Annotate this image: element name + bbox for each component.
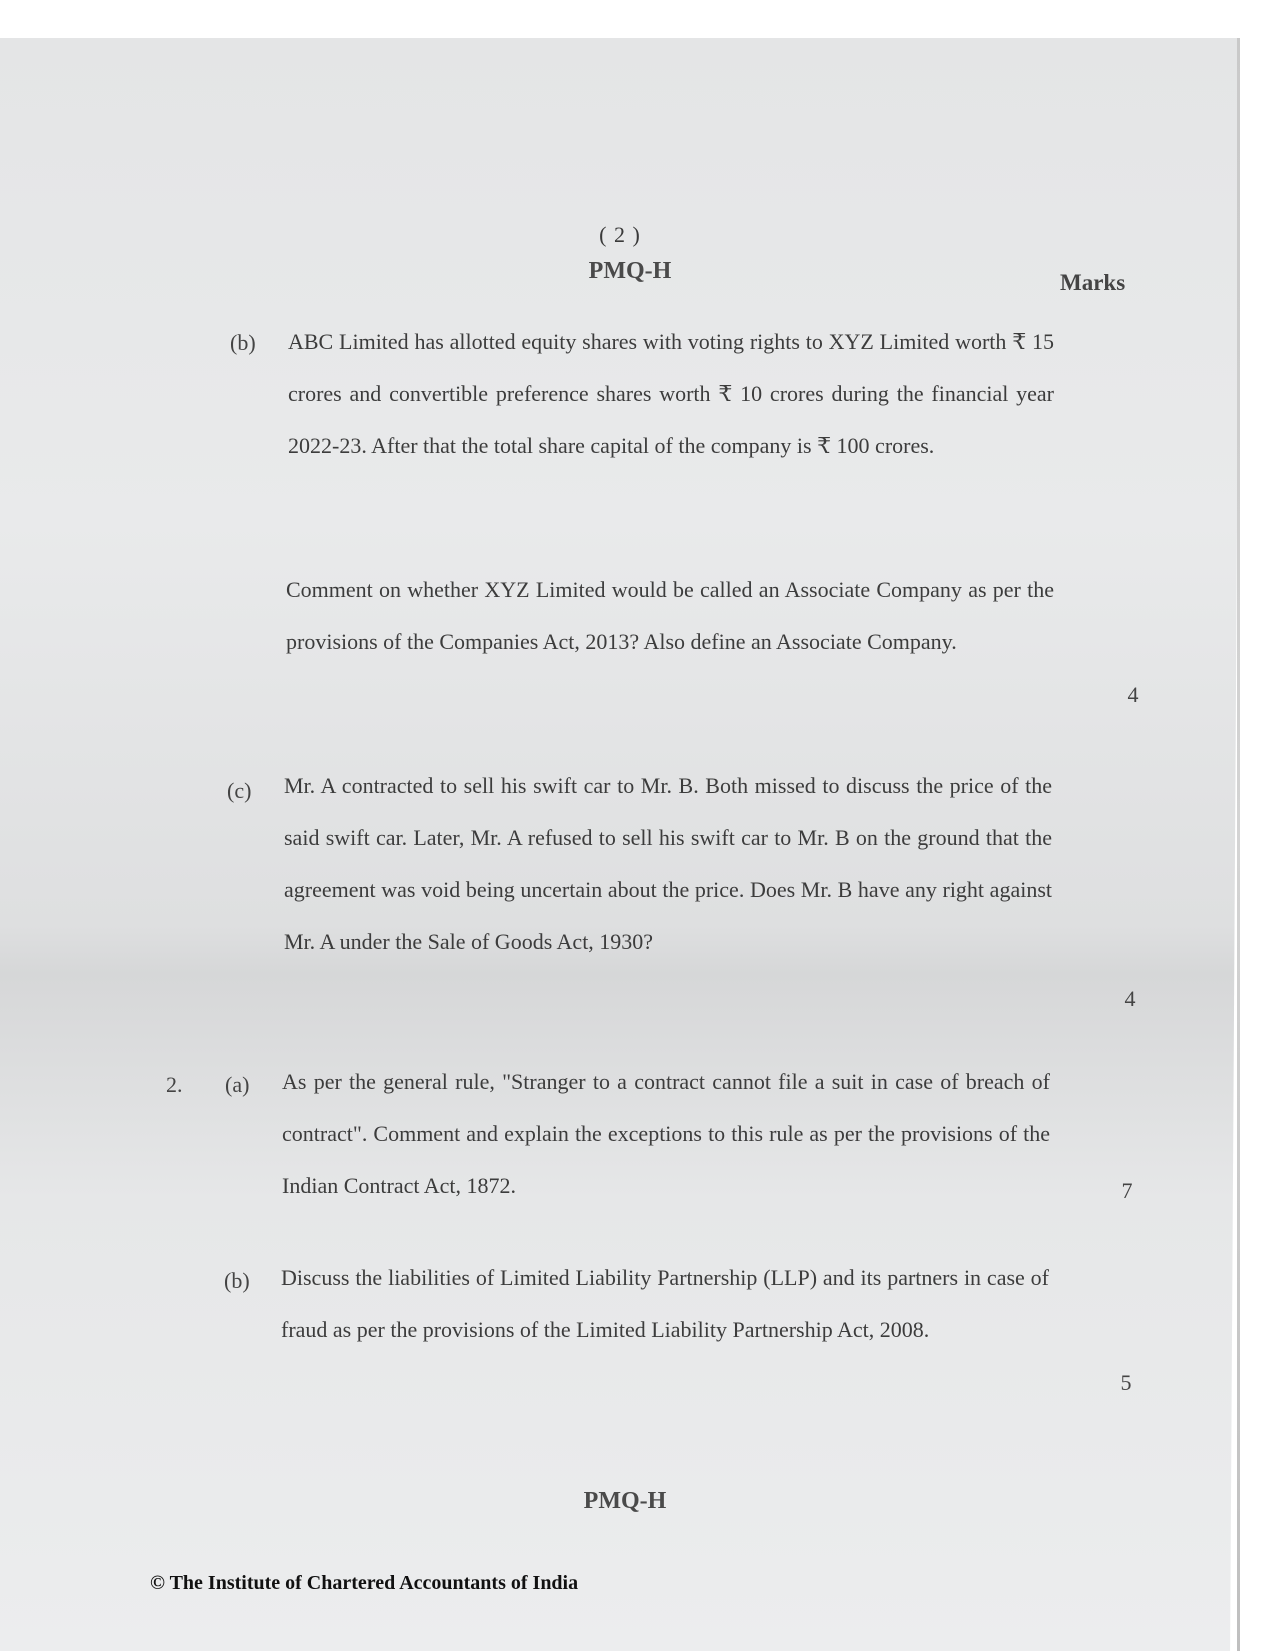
question-number: 2. [166, 1072, 183, 1097]
question-marks: 7 [1121, 1178, 1133, 1203]
question-marks: 4 [1127, 682, 1139, 707]
series-code-footer: PMQ-H [583, 1488, 667, 1514]
question-label: (c) [227, 778, 252, 803]
page-number: ( 2 ) [599, 222, 641, 247]
marks-heading: Marks [1060, 270, 1126, 295]
paper-edge [1237, 38, 1240, 1651]
question-text: ABC Limited has allotted equity shares with voting rights to XYZ Limited worth ₹ 15 crores and convertible preference shares worth ₹ 10 crores during the financial year 2022-23. After that the total share capital of the company is ₹ 100 crores. [288, 329, 1054, 458]
question-text: Comment on whether XYZ Limited would be called an Associate Company as per the provisions of the Companies Act, 2013? Also define an Associate Company. [286, 577, 1054, 654]
question-text: Discuss the liabilities of Limited Liability Partnership (LLP) and its partners in case of fraud as per the provisions of the Limited Liability Partnership Act, 2008. [281, 1265, 1049, 1342]
question-label: (b) [224, 1268, 250, 1293]
question-label: (b) [230, 330, 256, 355]
question-text: As per the general rule, "Stranger to a contract cannot file a suit in case of breach of contract". Comment and explain the exceptions to this rule as per the provisions of the Indian Contract Act, 1872. [282, 1069, 1050, 1198]
series-code-header: PMQ-H [588, 258, 672, 284]
copyright-notice: © The Institute of Chartered Accountants of India [150, 1572, 579, 1594]
question-label: (a) [225, 1072, 250, 1097]
question-text: Mr. A contracted to sell his swift car to Mr. B. Both missed to discuss the price of the said swift car. Later, Mr. A refused to sell his swift car to Mr. B on the ground that the agreement was void being uncertain about the price. Does Mr. B have any right against Mr. A under the Sale of Goods Act, 1930? [284, 773, 1052, 954]
question-marks: 4 [1124, 986, 1136, 1011]
question-marks: 5 [1120, 1370, 1132, 1395]
